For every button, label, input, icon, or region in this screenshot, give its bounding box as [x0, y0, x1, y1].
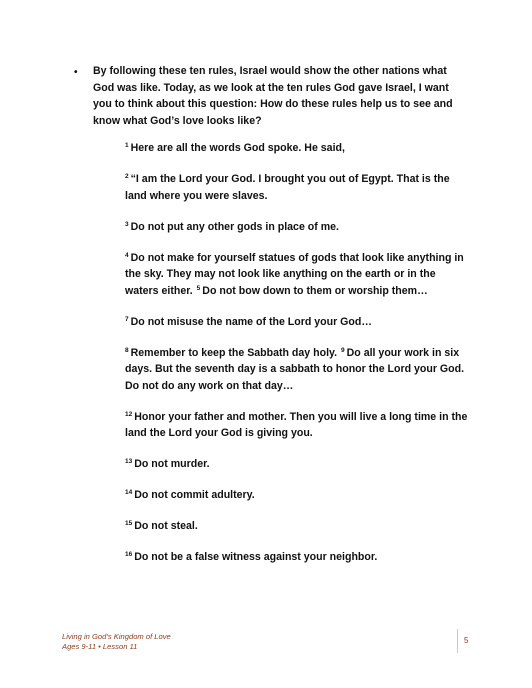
verse	[125, 456, 470, 473]
verse-text: Do not misuse the name of the Lord your God…	[130, 315, 372, 328]
bullet-icon: •	[74, 67, 78, 78]
verse-text: Do not bow down to them or worship them…	[202, 284, 428, 297]
verse-number: 13	[125, 458, 133, 465]
verse-text: Remember to keep the Sabbath day holy.	[130, 346, 338, 359]
verse-text: Do not steal.	[134, 520, 198, 532]
verse-number: 1	[125, 142, 129, 149]
intro-paragraph: By following these ten rules, Israel would show the other nations what God was like. Today, as we look at the ten rules God gave Israel, I want you to think about this question: How do these rules help us to see and know what God’s love looks like?	[93, 65, 453, 127]
verse-number: 16	[125, 551, 133, 558]
verse-text: Do not be a false witness against your neighbor.	[134, 551, 378, 563]
footer-course-info	[62, 632, 171, 652]
verse-number: 2	[125, 173, 129, 180]
footer-title: Living in God’s Kingdom of Love	[62, 632, 171, 641]
verse-number: 12	[125, 410, 133, 418]
verse-text: Do not murder.	[134, 458, 210, 470]
page-number: 5	[464, 636, 469, 645]
verse-number: 5	[196, 284, 201, 292]
verse	[125, 518, 470, 535]
verse-number: 7	[125, 315, 129, 323]
verse-text: Here are all the words God spoke. He said,	[130, 142, 345, 154]
verse	[125, 140, 470, 157]
footer-subtitle: Ages 9-11 • Lesson 11	[62, 642, 138, 651]
verse-text: Do not commit adultery.	[134, 489, 255, 501]
verse	[125, 549, 470, 566]
verse-number: 8	[125, 346, 129, 354]
verse-number: 9	[341, 346, 345, 354]
verse-number: 15	[125, 520, 133, 527]
verse-text: Do not put any other gods in place of me.	[130, 220, 339, 233]
verse-text: Do not make for yourself statues of gods that look like anything in the sky. They may not look like anything on the earth or in the waters either.	[125, 251, 464, 297]
footer-divider	[457, 629, 458, 653]
verse-text: Do all your work in six days. But the seventh day is a sabbath to honor the Lord your God. Do not do any work on that day…	[125, 346, 465, 392]
verse	[125, 345, 470, 395]
scripture-passage	[125, 140, 470, 580]
verse-number: 4	[125, 251, 129, 259]
verse	[125, 314, 470, 331]
verse-text: “I am the Lord your God. I brought you out of Egypt. That is the land where you were slaves.	[125, 173, 450, 202]
verse	[125, 171, 470, 204]
verse-number: 3	[125, 220, 129, 228]
verse	[125, 487, 470, 504]
verse-number: 14	[125, 489, 133, 496]
verse	[125, 250, 470, 300]
verse	[125, 409, 470, 442]
verse	[125, 219, 470, 236]
verse-text: Honor your father and mother. Then you will live a long time in the land the Lord your God is giving you.	[125, 410, 468, 439]
